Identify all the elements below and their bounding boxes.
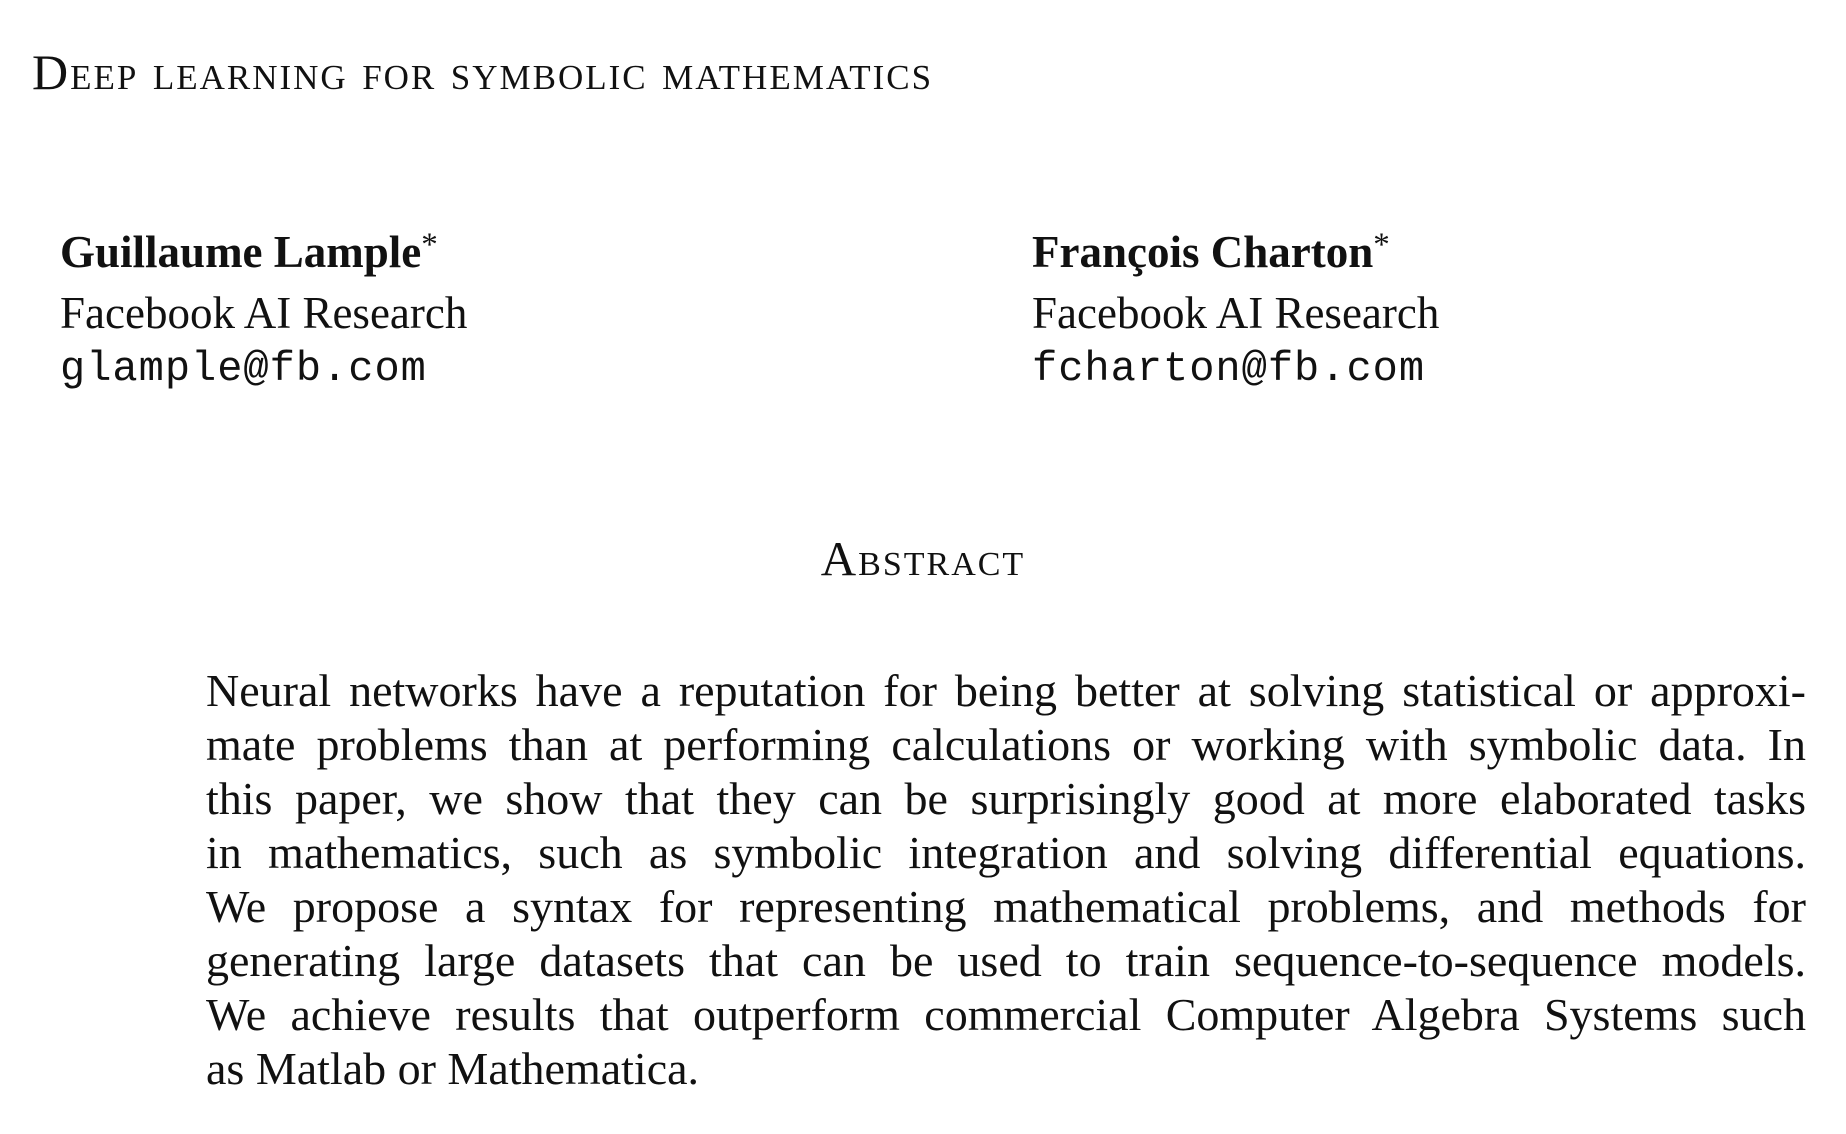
author-block-charton (1032, 224, 1439, 397)
author-affiliation: Facebook AI Research (1032, 288, 1440, 338)
author-name: François Charton (1032, 227, 1374, 277)
author-name-line (60, 224, 467, 285)
abstract-line: this paper, we show that they can be surprisingly good at more elaborated tasks (206, 773, 1806, 824)
author-name: Guillaume Lample (60, 227, 422, 277)
abstract-heading: Abstract (820, 531, 1026, 586)
author-footnote-mark: * (1373, 227, 1390, 263)
author-footnote-mark: * (421, 227, 438, 263)
author-name-line (1032, 224, 1439, 285)
abstract-line: We achieve results that outperform commercial Computer Algebra Systems such (206, 989, 1806, 1040)
abstract-line: Neural networks have a reputation for being better at solving statistical or approxi- (206, 665, 1806, 716)
author-block-lample (60, 224, 467, 397)
author-affiliation: Facebook AI Research (60, 288, 468, 338)
abstract-line: We propose a syntax for representing mathematical problems, and methods for (206, 881, 1806, 932)
abstract-body (206, 664, 1806, 1096)
abstract-line: generating large datasets that can be used to train sequence-to-sequence models. (206, 935, 1806, 986)
author-email: fcharton@fb.com (1032, 345, 1426, 393)
abstract-line: as Matlab or Mathematica. (206, 1043, 700, 1094)
abstract-line: mate problems than at performing calculations or working with symbolic data. In (206, 719, 1806, 770)
paper-title: Deep learning for symbolic mathematics (32, 44, 934, 100)
author-email: glample@fb.com (60, 345, 427, 393)
abstract-line: in mathematics, such as symbolic integration and solving differential equations. (206, 827, 1806, 878)
